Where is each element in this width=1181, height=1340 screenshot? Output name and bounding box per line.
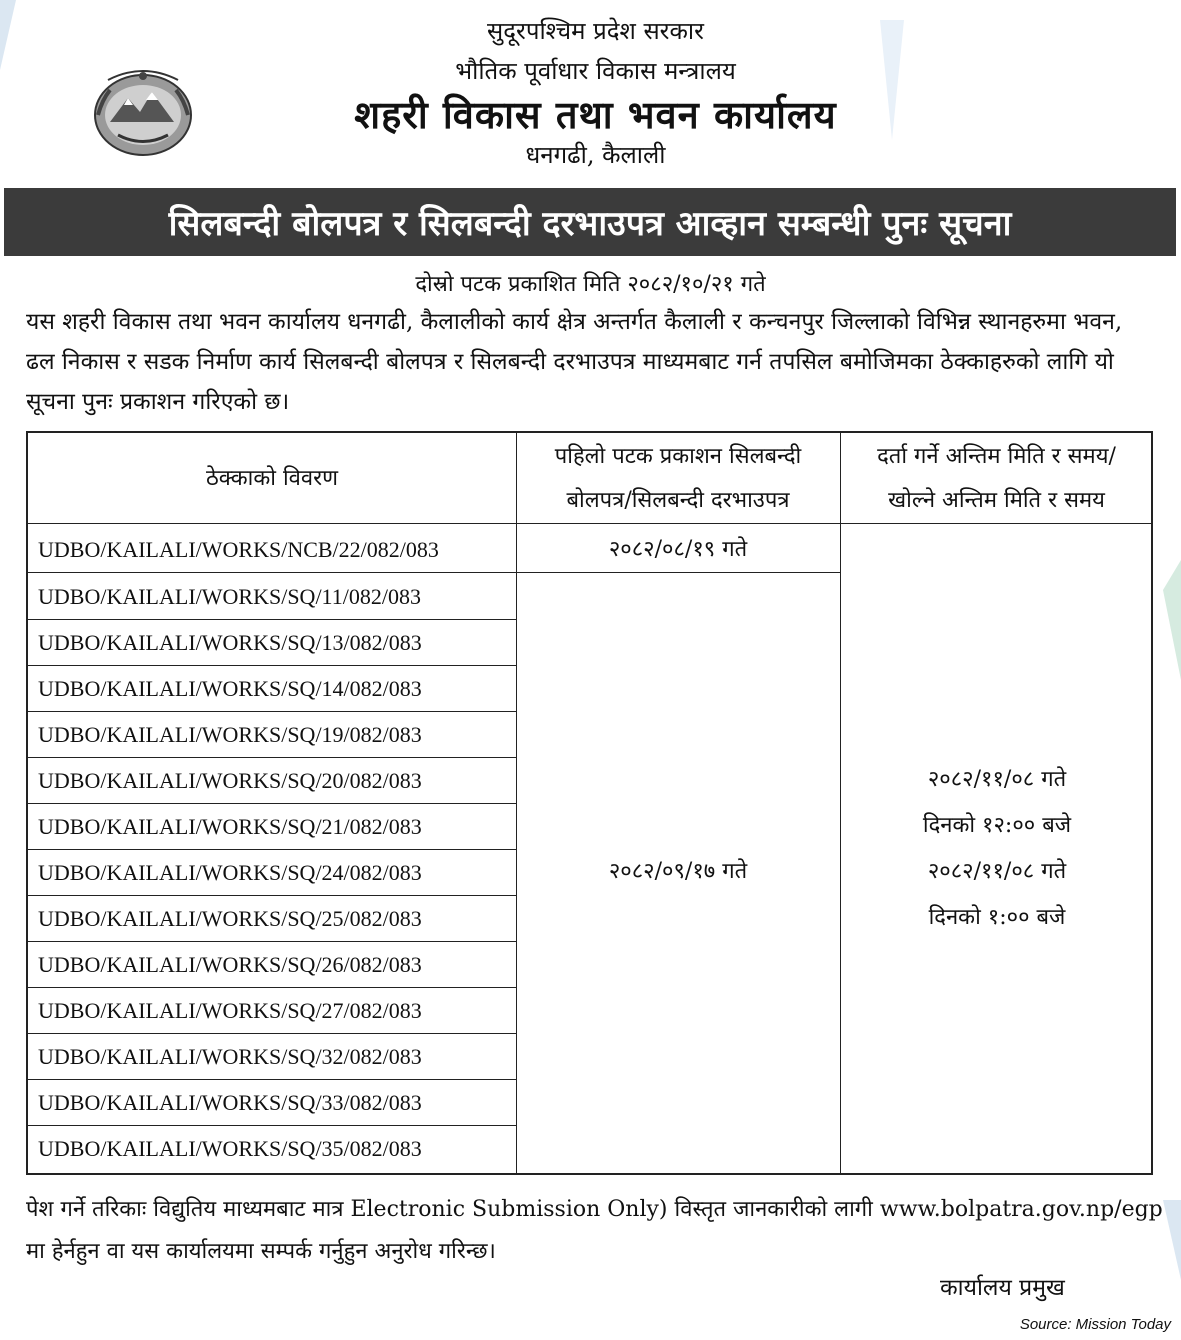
- notice-title: सिलबन्दी बोलपत्र र सिलबन्दी दरभाउपत्र आव्हान सम्बन्धी पुनः सूचना: [168, 204, 1012, 244]
- table-row-ref: UDBO/KAILALI/WORKS/SQ/11/082/083: [38, 584, 421, 609]
- col-header-first-publication-line1: पहिलो पटक प्रकाशन सिलबन्दी: [554, 444, 802, 469]
- first-publication-ncb-date: २०८२/०८/१९ गते: [608, 537, 748, 562]
- contact-request-text: मा हेर्नहुन वा यस कार्यालयमा सम्पर्क गर्नुहुन अनुरोध गरिन्छ।: [26, 1239, 496, 1264]
- office-name: शहरी विकास तथा भवन कार्यालय: [354, 93, 837, 137]
- office-location: धनगढी, कैलाली: [525, 141, 666, 169]
- registration-deadline-time: दिनको १२:०० बजे: [922, 813, 1072, 838]
- table-row-ref: UDBO/KAILALI/WORKS/SQ/21/082/083: [38, 814, 422, 839]
- table-row-ref: UDBO/KAILALI/WORKS/SQ/32/082/083: [38, 1044, 422, 1069]
- col-header-contract-details: ठेक्काको विवरण: [205, 466, 339, 491]
- col-header-deadline-line1: दर्ता गर्ने अन्तिम मिति र समय/: [877, 444, 1116, 469]
- col-header-deadline-line2: खोल्ने अन्तिम मिति र समय: [888, 488, 1105, 513]
- table-row-ref: UDBO/KAILALI/WORKS/SQ/13/082/083: [38, 630, 422, 655]
- intro-paragraph: यस शहरी विकास तथा भवन कार्यालय धनगढी, कैलालीको कार्य क्षेत्र अन्तर्गत कैलाली र कन्चनपुर जिल्लाको विभिन्न स्थानहरुमा भवन, ढल निकास र सडक निर्माण कार्य सिलबन्दी बोलपत्र र सिलबन्दी दरभाउपत्र माध्यमबाट गर्न तपसिल बमोजिमका ठेक्काहरुको लागि यो सूचना पुनः प्रकाशन गरिएको छ।: [26, 309, 1123, 415]
- table-row-ref: UDBO/KAILALI/WORKS/SQ/20/082/083: [38, 768, 422, 793]
- table-row-ref: UDBO/KAILALI/WORKS/SQ/24/082/083: [38, 860, 422, 885]
- ministry-name: भौतिक पूर्वाधार विकास मन्त्रालय: [455, 57, 736, 85]
- decorative-shape: [1163, 560, 1181, 680]
- first-publication-sq-date: २०८२/०९/१७ गते: [608, 859, 748, 884]
- registration-deadline-date: २०८२/११/०८ गते: [927, 767, 1067, 792]
- submission-method-text: पेश गर्ने तरिकाः विद्युतिय माध्यमबाट मात्र Electronic Submission Only) विस्तृत जानकारीको लागी www.bolpatra.gov.np/egp: [26, 1197, 1163, 1222]
- table-row-ref: UDBO/KAILALI/WORKS/SQ/35/082/083: [38, 1136, 422, 1161]
- col-header-first-publication: [516, 435, 840, 523]
- table-row-ref: UDBO/KAILALI/WORKS/SQ/33/082/083: [38, 1090, 422, 1115]
- publication-date: दोस्रो पटक प्रकाशित मिति २०८२/१०/२१ गते: [415, 272, 766, 297]
- contracts-table: [26, 431, 1153, 1175]
- table-row-ref: UDBO/KAILALI/WORKS/SQ/25/082/083: [38, 906, 422, 931]
- col-header-deadline: [840, 435, 1153, 523]
- opening-date: २०८२/११/०८ गते: [927, 859, 1067, 884]
- table-row-ref: UDBO/KAILALI/WORKS/SQ/26/082/083: [38, 952, 422, 977]
- table-row-ref: UDBO/KAILALI/WORKS/SQ/27/082/083: [38, 998, 422, 1023]
- opening-time: दिनको १:०० बजे: [928, 905, 1066, 930]
- office-chief-signature: कार्यालय प्रमुख: [940, 1275, 1065, 1301]
- table-row-ref: UDBO/KAILALI/WORKS/SQ/19/082/083: [38, 722, 422, 747]
- col-header-first-publication-line2: बोलपत्र/सिलबन्दी दरभाउपत्र: [566, 488, 790, 513]
- government-name: सुदूरपश्चिम प्रदेश सरकार: [487, 17, 704, 45]
- source-credit: Source: Mission Today: [1019, 1316, 1171, 1333]
- table-row-ref: UDBO/KAILALI/WORKS/NCB/22/082/083: [38, 537, 439, 562]
- table-row-ref: UDBO/KAILALI/WORKS/SQ/14/082/083: [38, 676, 422, 701]
- header-rule: [28, 523, 1153, 524]
- notice-title-banner: [4, 188, 1176, 256]
- deadline-block: [841, 757, 1153, 941]
